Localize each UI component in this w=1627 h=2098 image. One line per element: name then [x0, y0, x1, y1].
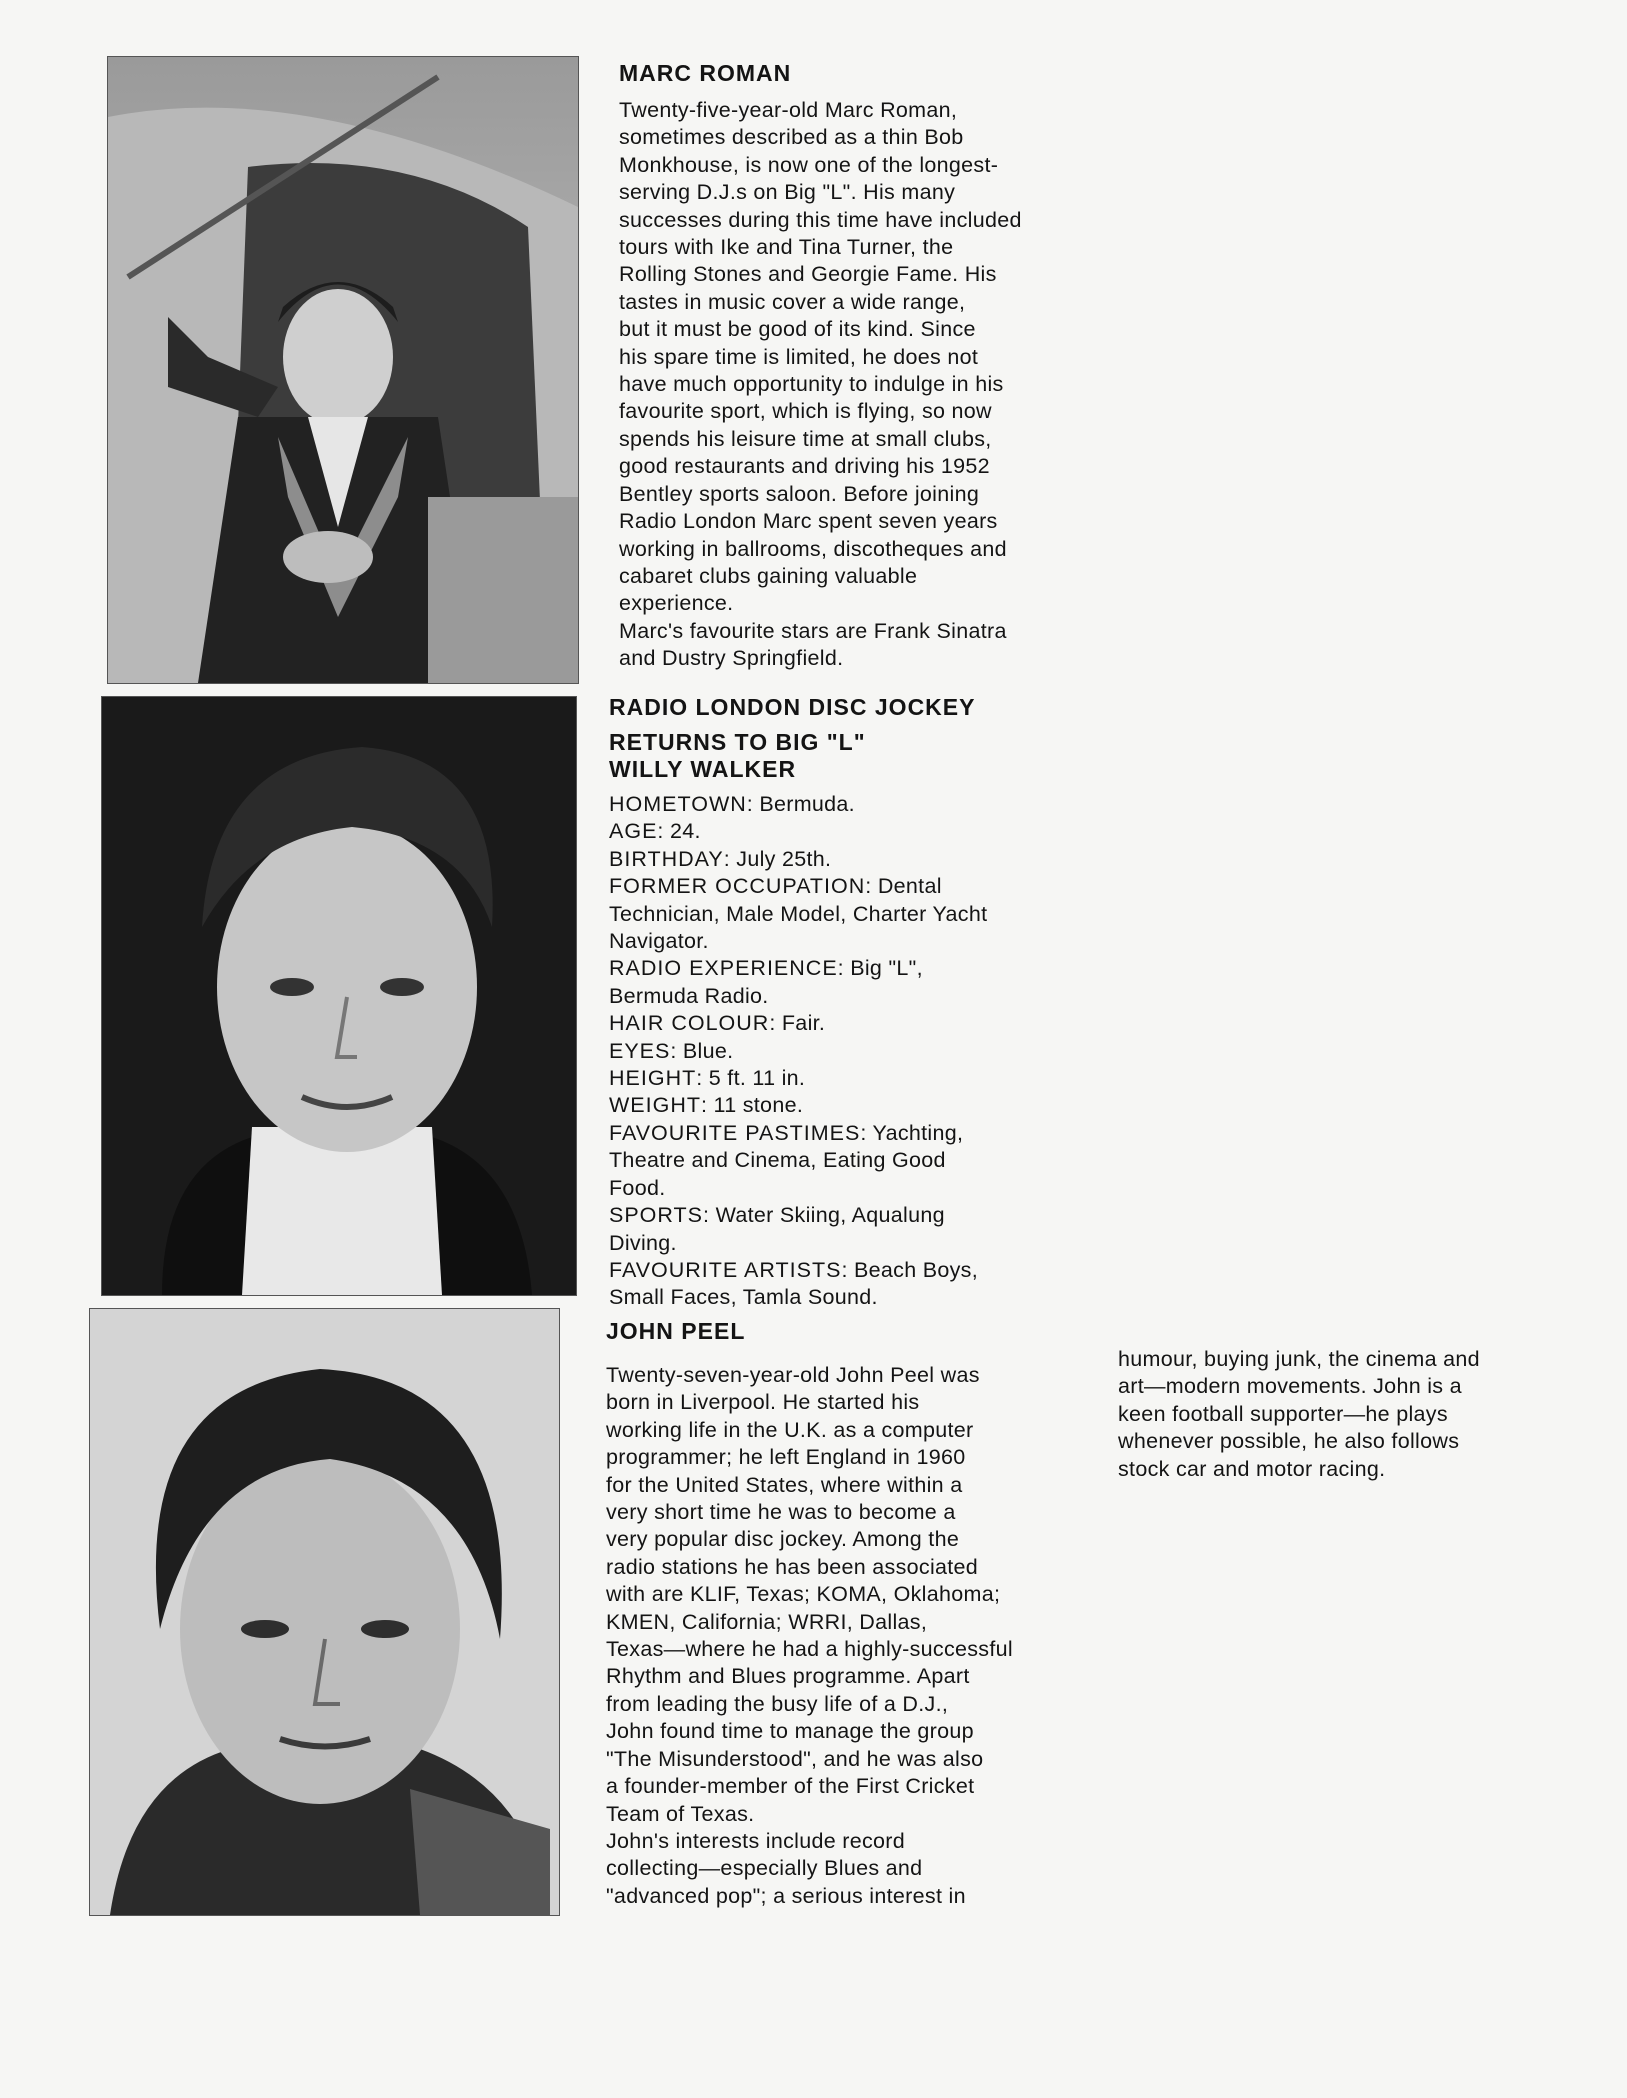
- fact-hair-colour: HAIR COLOUR: Fair.: [609, 1011, 826, 1036]
- fact-value: Dental Technician, Male Model, Charter Yacht Navigator.: [609, 874, 988, 954]
- john-peel-section: [606, 1318, 1126, 1910]
- marc-roman-bio: Twenty-five-year-old Marc Roman, sometimes described as a thin Bob Monkhouse, is now one of the longest- serving D.J.s on Big "L". His many successes during this time have included tours with Ike and Tina Turner, the Rolling Stones and Georgie Fame. His tastes in music cover a wide range, but it must be good of its kind. Since his spare time is limited, he does not have much opportunity to indulge in his favourite sport, which is flying, so now spends his leisure time at small clubs, good restaurants and driving his 1952 Bentley sports saloon. Before joining Radio London Marc spent seven years working in ballrooms, discotheques and cabaret clubs gaining valuable experience.: [619, 98, 1022, 616]
- john-peel-interests: John's interests include record collecting—especially Blues and "advanced pop"; a serious interest in: [606, 1828, 966, 1908]
- fact-weight: WEIGHT: 11 stone.: [609, 1093, 804, 1118]
- willy-heading-line3: WILLY WALKER: [609, 756, 797, 782]
- fact-age: AGE: 24.: [609, 819, 701, 844]
- photo-marc-roman: [107, 56, 579, 684]
- fact-label: EYES: [609, 1038, 671, 1063]
- fact-label: HAIR COLOUR: [609, 1011, 770, 1036]
- fact-label: FAVOURITE ARTISTS: [609, 1257, 842, 1282]
- willy-fact-list: [609, 791, 1129, 1312]
- photo-willy-walker: [101, 696, 577, 1296]
- fact-label: HOMETOWN: [609, 792, 747, 816]
- fact-label: SPORTS: [609, 1203, 704, 1228]
- fact-eyes: EYES: Blue.: [609, 1038, 734, 1063]
- fact-value: Water Skiing, Aqualung Diving.: [609, 1203, 945, 1255]
- willy-heading-line2: RETURNS TO BIG "L": [609, 729, 866, 755]
- fact-label: HEIGHT: [609, 1066, 697, 1091]
- fact-favourite-pastimes: FAVOURITE PASTIMES: Yachting, Theatre and Cinema, Eating Good Food.: [609, 1120, 964, 1200]
- marc-roman-heading: MARC ROMAN: [619, 60, 792, 86]
- fact-sports: SPORTS: Water Skiing, Aqualung Diving.: [609, 1203, 945, 1255]
- fact-value: July 25th.: [736, 846, 832, 871]
- marc-roman-favourites: Marc's favourite stars are Frank Sinatra and Dustry Springfield.: [619, 618, 1007, 671]
- john-peel-continued: [1118, 1346, 1578, 1483]
- fact-label: AGE: [609, 819, 658, 844]
- fact-height: HEIGHT: 5 ft. 11 in.: [609, 1066, 806, 1091]
- marc-roman-section: [619, 60, 1139, 673]
- fact-value: Bermuda.: [759, 792, 855, 816]
- fact-value: Big "L", Bermuda Radio.: [609, 956, 923, 1008]
- fact-hometown: HOMETOWN: Bermuda.: [609, 792, 855, 816]
- fact-label: WEIGHT: [609, 1093, 701, 1118]
- john-peel-heading: JOHN PEEL: [606, 1318, 746, 1344]
- fact-radio-experience: RADIO EXPERIENCE: Big "L", Bermuda Radio.: [609, 956, 923, 1008]
- willy-heading-line1: RADIO LONDON DISC JOCKEY: [609, 694, 976, 720]
- fact-former-occupation: FORMER OCCUPATION: Dental Technician, Male Model, Charter Yacht Navigator.: [609, 874, 988, 954]
- fact-value: Yachting, Theatre and Cinema, Eating Good Food.: [609, 1120, 964, 1200]
- fact-value: 11 stone.: [713, 1093, 804, 1118]
- fact-favourite-artists: FAVOURITE ARTISTS: Beach Boys, Small Faces, Tamla Sound.: [609, 1257, 979, 1310]
- willy-walker-section: [609, 694, 1129, 1312]
- john-peel-interests-continued: humour, buying junk, the cinema and art—modern movements. John is a keen football supporter—he plays whenever possible, he also follows stock car and motor racing.: [1118, 1347, 1480, 1481]
- john-peel-bio: Twenty-seven-year-old John Peel was born in Liverpool. He started his working life in the U.K. as a computer programmer; he left England in 1960 for the United States, where within a very short time he was to become a very popular disc jockey. Among the radio stations he has been associated with are KLIF, Texas; KOMA, Oklahoma; KMEN, California; WRRI, Dallas, Texas—where he had a highly-successful Rhythm and Blues programme. Apart from leading the busy life of a D.J., John found time to manage the group "The Misunderstood", and he was also a founder-member of the First Cricket Team of Texas.: [606, 1363, 1013, 1826]
- fact-label: BIRTHDAY: [609, 846, 724, 871]
- fact-value: Fair.: [781, 1011, 826, 1036]
- fact-value: Beach Boys, Small Faces, Tamla Sound.: [609, 1257, 979, 1310]
- fact-birthday: BIRTHDAY: July 25th.: [609, 846, 832, 871]
- fact-label: FORMER OCCUPATION: [609, 874, 866, 899]
- fact-value: 24.: [669, 819, 701, 844]
- fact-value: Blue.: [682, 1038, 734, 1063]
- fact-label: RADIO EXPERIENCE: [609, 956, 838, 981]
- fact-label: FAVOURITE PASTIMES: [609, 1120, 861, 1145]
- fact-value: 5 ft. 11 in.: [708, 1066, 806, 1091]
- photo-john-peel: [89, 1308, 560, 1916]
